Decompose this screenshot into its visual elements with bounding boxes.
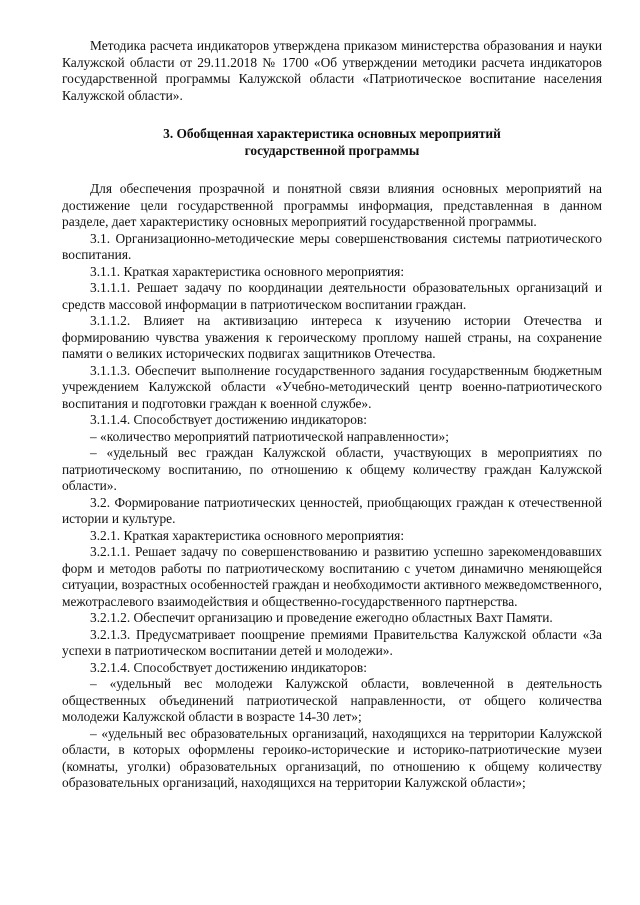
paragraph: 3.2.1.3. Предусматривает поощрение премиями Правительства Калужской области «За успехи в патриотическом воспитании детей и молодежи». [62, 626, 602, 658]
indicator-item: – «количество мероприятий патриотической направленности»; [90, 428, 449, 444]
paragraph: 3.1.1.4. Способствует достижению индикаторов: [90, 412, 367, 427]
paragraph: 3.2.1.2. Обеспечит организацию и проведение ежегодно областных Вахт Памяти. [90, 610, 553, 625]
paragraph: 3.1. Организационно-методические меры совершенствования системы патриотического воспитания. [62, 230, 602, 262]
paragraph: 3.2. Формирование патриотических ценностей, приобщающих граждан к отечественной истории и культуре. [62, 494, 602, 526]
paragraph: Для обеспечения прозрачной и понятной связи влияния основных мероприятий на достижение цели государственной программы информация, представленная в данном разделе, дает характеристику основных мероприятий государственной программы. [62, 181, 602, 229]
section-heading-line-2: государственной программы [244, 142, 420, 158]
paragraph: 3.2.1. Краткая характеристика основного мероприятия: [90, 527, 405, 543]
paragraph: 3.1.1.3. Обеспечит выполнение государственного задания государственным бюджетным учреждением Калужской области «Учебно-методический центр военно-патриотического воспитания и подготовки граждан к военной службе». [62, 362, 602, 411]
section-heading [62, 126, 602, 159]
paragraph: 3.1.1.2. Влияет на активизацию интереса к изучению истории Отечества и формированию чувства уважения к героическому проплому нашей страны, на сохранение памяти о великих исторических подвигах защитников Отечества. [62, 313, 602, 361]
indicator-item: – «удельный вес молодежи Калужской области, вовлеченной в деятельность общественных объединений патриотической направленности, от общего количества молодежи Калужской области в возрасте 14-30 лет»; [62, 676, 602, 724]
paragraph: 3.1.1.1. Решает задачу по координации деятельности образовательных организаций и средств массовой информации в патриотическом воспитании граждан. [62, 280, 602, 312]
paragraph: 3.2.1.1. Решает задачу по совершенствованию и развитию успешно зарекомендовавших форм и методов работы по патриотическому воспитанию с учетом динамично меняющейся ситуации, возрастных особенностей граждан и необходимости активного межведомственного, межотраслевого взаимодействия и общественно-государственного партнерства. [62, 544, 603, 609]
paragraph: 3.1.1. Краткая характеристика основного мероприятия: [90, 263, 405, 279]
indicator-item: – «удельный вес граждан Калужской области, участвующих в мероприятиях по патриотическому воспитанию, по отношению к общему количеству граждан Калужской области». [62, 445, 602, 493]
indicator-item: – «удельный вес образовательных организаций, находящихся на территории Калужской области, в которых оформлены героико-исторические и историко-патриотические музеи (комнаты, уголки) образовательных организаций, по отношению к общему количеству образовательных организаций, находящихся на территории Калужской области»; [62, 725, 602, 790]
paragraph: 3.2.1.4. Способствует достижению индикаторов: [90, 659, 367, 675]
document-page [62, 38, 602, 792]
section-heading-line-1: 3. Обобщенная характеристика основных мероприятий [163, 126, 501, 141]
intro-paragraph: Методика расчета индикаторов утверждена приказом министерства образования и науки Калужской области от 29.11.2018 № 1700 «Об утверждении методики расчета индикаторов государственной программы Калужской области «Патриотическое воспитание населения Калужской области». [62, 38, 602, 103]
